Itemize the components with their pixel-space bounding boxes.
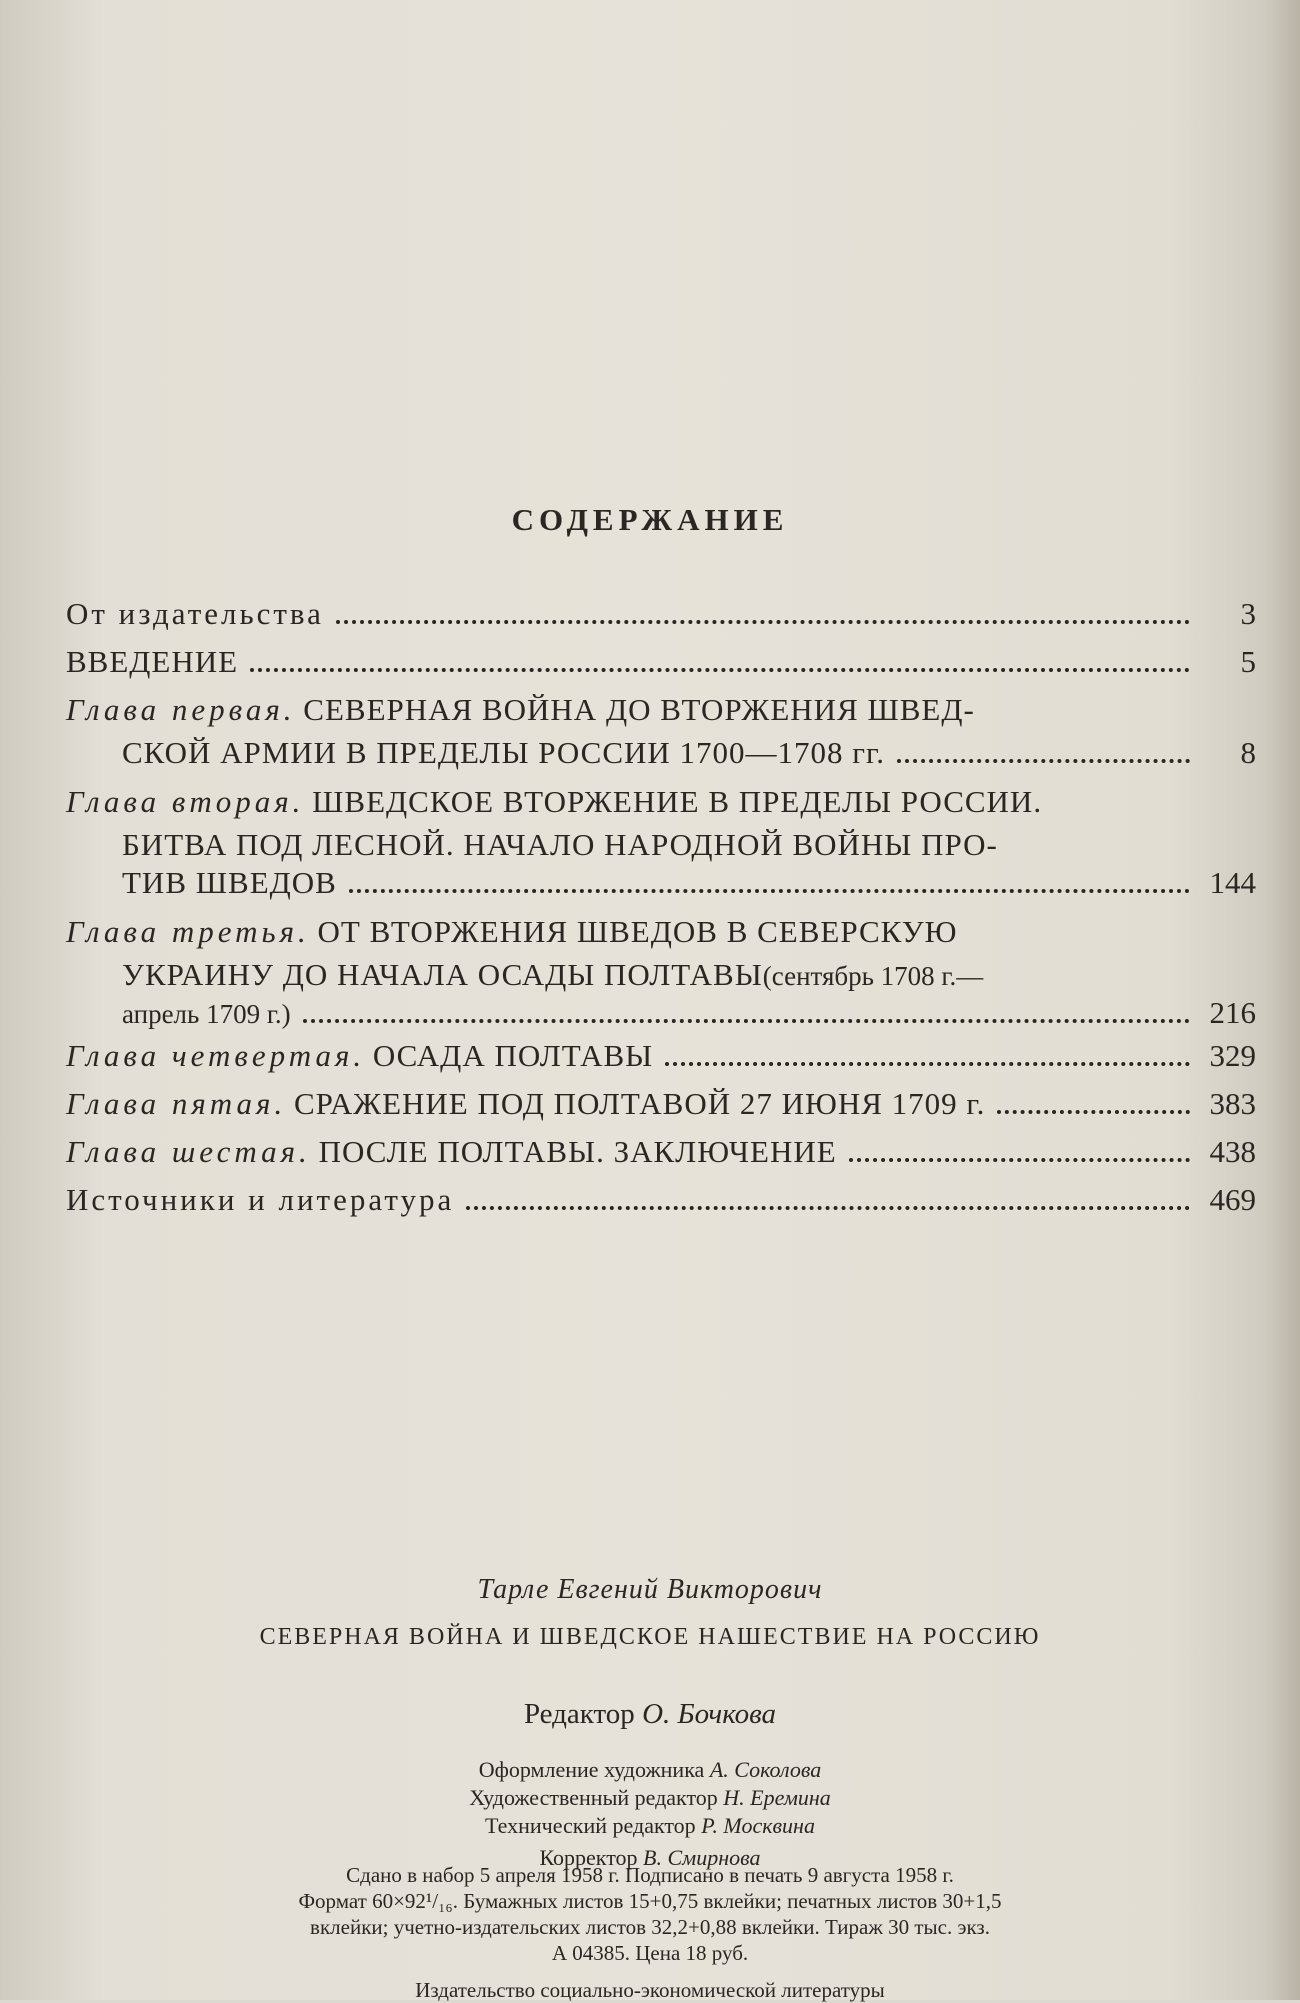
leader-dots <box>349 889 1190 893</box>
toc-entry-page: 144 <box>1209 865 1256 900</box>
credit-label: Художественный редактор <box>469 1785 718 1810</box>
chapter-prefix: Глава первая. <box>66 692 296 727</box>
toc-entry <box>66 590 1256 638</box>
toc-entry <box>66 908 1256 1032</box>
toc-entry <box>66 1176 1256 1224</box>
chapter-title-line: ШВЕДСКОЕ ВТОРЖЕНИЕ В ПРЕДЕЛЫ РОССИИ. <box>312 784 1043 819</box>
chapter-date-range: апрель 1709 г.) <box>122 999 291 1029</box>
toc-entry <box>66 1080 1256 1128</box>
credit-label: Корректор <box>539 1845 638 1870</box>
toc-entry-page: 8 <box>1240 735 1256 770</box>
toc-entry-page: 3 <box>1240 596 1256 631</box>
leader-dots <box>849 1158 1190 1162</box>
toc-entry <box>66 686 1256 772</box>
imprint-book-title: СЕВЕРНАЯ ВОЙНА И ШВЕДСКОЕ НАШЕСТВИЕ НА РОССИЮ <box>259 1624 1041 1650</box>
leader-dots <box>466 1206 1190 1210</box>
chapter-title-line: ОТ ВТОРЖЕНИЯ ШВЕДОВ В СЕВЕРСКУЮ <box>317 914 958 949</box>
toc-entry-label: Источники и литература <box>66 1182 455 1217</box>
chapter-title-line: ТИВ ШВЕДОВ <box>122 865 337 900</box>
leader-dots <box>336 620 1190 624</box>
toc-entry-label: ВВЕДЕНИЕ <box>66 644 239 679</box>
chapter-prefix: Глава третья. <box>66 914 310 949</box>
leader-dots <box>303 1019 1190 1023</box>
toc-title: СОДЕРЖАНИЕ <box>511 502 789 537</box>
chapter-title-line: ПОСЛЕ ПОЛТАВЫ. ЗАКЛЮЧЕНИЕ <box>318 1134 837 1169</box>
leader-dots <box>250 668 1190 672</box>
chapter-prefix: Глава пятая. <box>66 1086 287 1121</box>
credit-line <box>0 1784 1300 1812</box>
toc-entry <box>66 1128 1256 1176</box>
chapter-title-line: ОСАДА ПОЛТАВЫ <box>372 1038 654 1073</box>
toc-entry <box>66 1032 1256 1080</box>
editor-label: Редактор <box>523 1698 635 1730</box>
imprint-author: Тарле Евгений Викторович <box>477 1574 823 1605</box>
printing-line: А 04385. Цена 18 руб. <box>551 1941 749 1965</box>
chapter-title-line: СЕВЕРНАЯ ВОЙНА ДО ВТОРЖЕНИЯ ШВЕД- <box>303 692 975 727</box>
printing-line: Формат 60×92¹/₁₆. Бумажных листов 15+0,75 вклейки; печатных листов 30+1,5 <box>298 1889 1002 1913</box>
leader-dots <box>665 1062 1190 1066</box>
credit-name: А. Соколова <box>709 1757 822 1782</box>
editor-name: О. Бочкова <box>642 1698 777 1730</box>
toc-entry <box>66 778 1256 902</box>
toc-entry <box>66 638 1256 686</box>
printing-details <box>0 1862 1300 1966</box>
chapter-title-line: СРАЖЕНИЕ ПОД ПОЛТАВОЙ 27 ИЮНЯ 1709 г. <box>293 1086 986 1121</box>
credit-line <box>0 1756 1300 1784</box>
imprint-editor <box>0 1698 1300 1731</box>
toc-entry-page: 469 <box>1209 1182 1256 1217</box>
toc-entry-page: 216 <box>1209 995 1256 1030</box>
toc-entry-label: От издательства <box>66 596 324 631</box>
credit-line <box>0 1812 1300 1840</box>
credit-name: В. Смирнова <box>643 1845 761 1870</box>
leader-dots <box>997 1110 1190 1114</box>
table-of-contents <box>66 590 1256 1224</box>
credit-name: Н. Еремина <box>723 1785 831 1810</box>
chapter-prefix: Глава вторая. <box>66 784 305 819</box>
toc-entry-page: 438 <box>1209 1134 1256 1169</box>
imprint-credits <box>0 1756 1300 1872</box>
chapter-date-range: (сентябрь 1708 г.— <box>762 961 984 991</box>
toc-entry-page: 5 <box>1240 644 1256 679</box>
chapter-title-line: СКОЙ АРМИИ В ПРЕДЕЛЫ РОССИИ 1700—1708 гг. <box>122 735 885 770</box>
printing-line: вклейки; учетно-издательских листов 32,2+0,88 вклейки. Тираж 30 тыс. экз. <box>310 1915 990 1939</box>
credit-name: Р. Москвина <box>701 1813 815 1838</box>
toc-entry-page: 329 <box>1209 1038 1256 1073</box>
chapter-title-line: БИТВА ПОД ЛЕСНОЙ. НАЧАЛО НАРОДНОЙ ВОЙНЫ ПРО- <box>122 827 998 862</box>
toc-entry-page: 383 <box>1209 1086 1256 1121</box>
chapter-title-line: УКРАИНУ ДО НАЧАЛА ОСАДЫ ПОЛТАВЫ <box>122 957 763 992</box>
printing-line: Сдано в набор 5 апреля 1958 г. Подписано в печать 9 августа 1958 г. <box>346 1863 954 1887</box>
chapter-prefix: Глава шестая. <box>66 1134 311 1169</box>
leader-dots <box>897 759 1190 763</box>
publisher: Издательство социально-экономической литературы <box>415 1978 885 2002</box>
chapter-prefix: Глава четвертая. <box>66 1038 366 1073</box>
credit-label: Технический редактор <box>485 1813 696 1838</box>
credit-label: Оформление художника <box>478 1757 705 1782</box>
